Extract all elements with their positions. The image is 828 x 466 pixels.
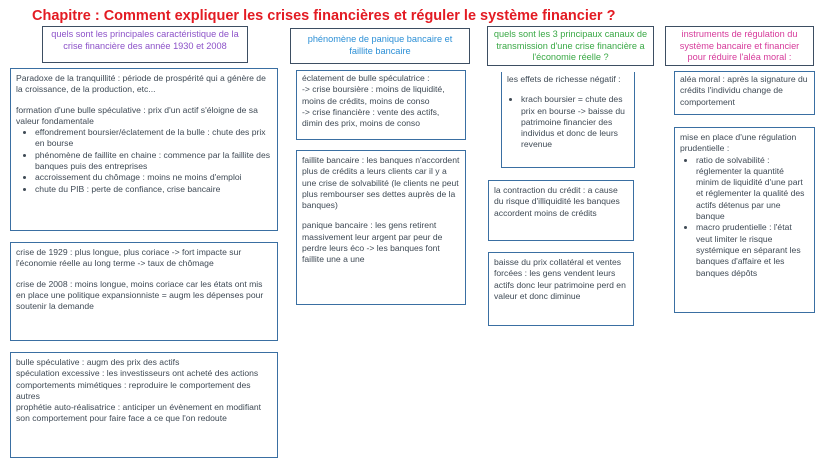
col2-box-bank-failure-panic — [296, 150, 466, 305]
list-item: • ratio de solvabilité : réglementer la quantité minim de liquidité d'une part et réglementer la qualité des actifs détenus par une banque — [696, 155, 809, 223]
paragraph: crise de 2008 : moins longue, moins coriace car les états ont mis en place une politique expansionniste = augm les dépenses pour soutenir la demande — [16, 278, 264, 312]
col3-box-credit-contraction — [488, 180, 634, 241]
paragraph: prophétie auto-réalisatrice : anticiper un évènement en modifiant son comportement pour faire face a ce que l'on redoute — [16, 402, 262, 424]
col4-box-moral-hazard — [674, 71, 815, 115]
paragraph: Paradoxe de la tranquillité : période de prospérité qui a génère de la croissance, de la production, etc... — [16, 73, 266, 95]
col1-box-speculative-bubble — [10, 352, 278, 458]
header-col2 — [290, 28, 470, 64]
header-col4 — [665, 26, 814, 66]
paragraph: -> crise boursière : moins de liquidité, moins de crédits, moins de conso — [302, 84, 445, 106]
bullet-list — [680, 155, 809, 279]
header-col3-text: quels sont les 3 principaux canaux de transmission d'une crise financière a l'économie réelle ? — [493, 29, 648, 62]
paragraph: -> crise financière : vente des actifs, dimin des prix, moins de conso — [302, 106, 440, 129]
list-item: • macro prudentielle : l'état veut limiter le risque systémique en séparant les banques d'affaire et les banques dépôts — [696, 222, 809, 278]
paragraph: mise en place d'une régulation prudentielle : — [680, 132, 797, 154]
paragraph: spéculation excessive : les investisseurs ont acheté des actions — [16, 368, 259, 379]
col1-box-1929-vs-2008 — [10, 242, 278, 341]
bullet-list — [16, 127, 272, 195]
header-col3 — [487, 26, 654, 66]
paragraph: crise de 1929 : plus longue, plus coriace -> fort impacte sur l'économie réelle au long terme -> taux de chômage — [16, 247, 242, 269]
paragraph: comportements mimétiques : reproduire le comportement des autres — [16, 379, 251, 401]
paragraph: panique bancaire : les gens retirent massivement leur argent par peur de perdre leurs éco -> les banques font faillite une a une — [302, 220, 443, 265]
header-col1-text: quels sont les principales caractéristique de la crise financière des année 1930 et 2008 — [51, 29, 239, 51]
list-item: • chute du PIB : perte de confiance, crise bancaire — [35, 184, 272, 195]
page-title: Chapitre : Comment expliquer les crises financières et réguler le système financier ? — [32, 8, 616, 24]
paragraph: éclatement de bulle spéculatrice : — [302, 73, 430, 83]
list-item: • phénomène de faillite en chaine : commence par la faillite des banques puis des entreprises — [35, 150, 272, 173]
paragraph: faillite bancaire : les banques n'accordent plus de crédits a leurs clients car il y a une crise de solvabilité (le clients ne peut plus rembourser ses dettes auprès de la banques) — [302, 155, 460, 211]
header-col1 — [42, 26, 248, 63]
col2-box-bubble-burst — [296, 70, 466, 140]
paragraph: formation d'une bulle spéculative : prix d'un actif s'éloigne de sa valeur fondamentale — [16, 104, 258, 126]
col1-box-crisis-stages — [10, 68, 278, 231]
bullet-list — [507, 94, 629, 150]
col3-box-collateral-prices — [488, 252, 634, 326]
list-item: • accroissement du chômage : moins ne moins d'emploi — [35, 172, 272, 183]
header-col2-text: phénomène de panique bancaire et faillite bancaire — [307, 34, 453, 56]
list-item: • krach boursier = chute des prix en bourse -> baisse du patrimoine financier des individus et donc de leurs revenue — [521, 94, 629, 150]
paragraph: baisse du prix collatéral et ventes forcées : les gens vendent leurs actifs donc leur patrimoine perd en valeur et donc diminue — [494, 257, 626, 301]
paragraph: la contraction du crédit : a cause du risque d'illiquidité les banques accordent moins de crédits — [494, 185, 620, 218]
paragraph: les effets de richesse négatif : — [507, 74, 621, 84]
col4-box-prudential-regulation — [674, 127, 815, 313]
list-item: • effondrement boursier/éclatement de la bulle : chute des prix en bourse — [35, 127, 272, 150]
paragraph: aléa moral : après la signature du crédits l'individu change de comportement — [680, 74, 808, 107]
paragraph: bulle spéculative : augm des prix des actifs — [16, 357, 180, 367]
header-col4-text: instruments de régulation du système bancaire et financier pour réduire l'aléa moral : — [679, 29, 800, 62]
col3-box-wealth-effects — [501, 72, 635, 168]
